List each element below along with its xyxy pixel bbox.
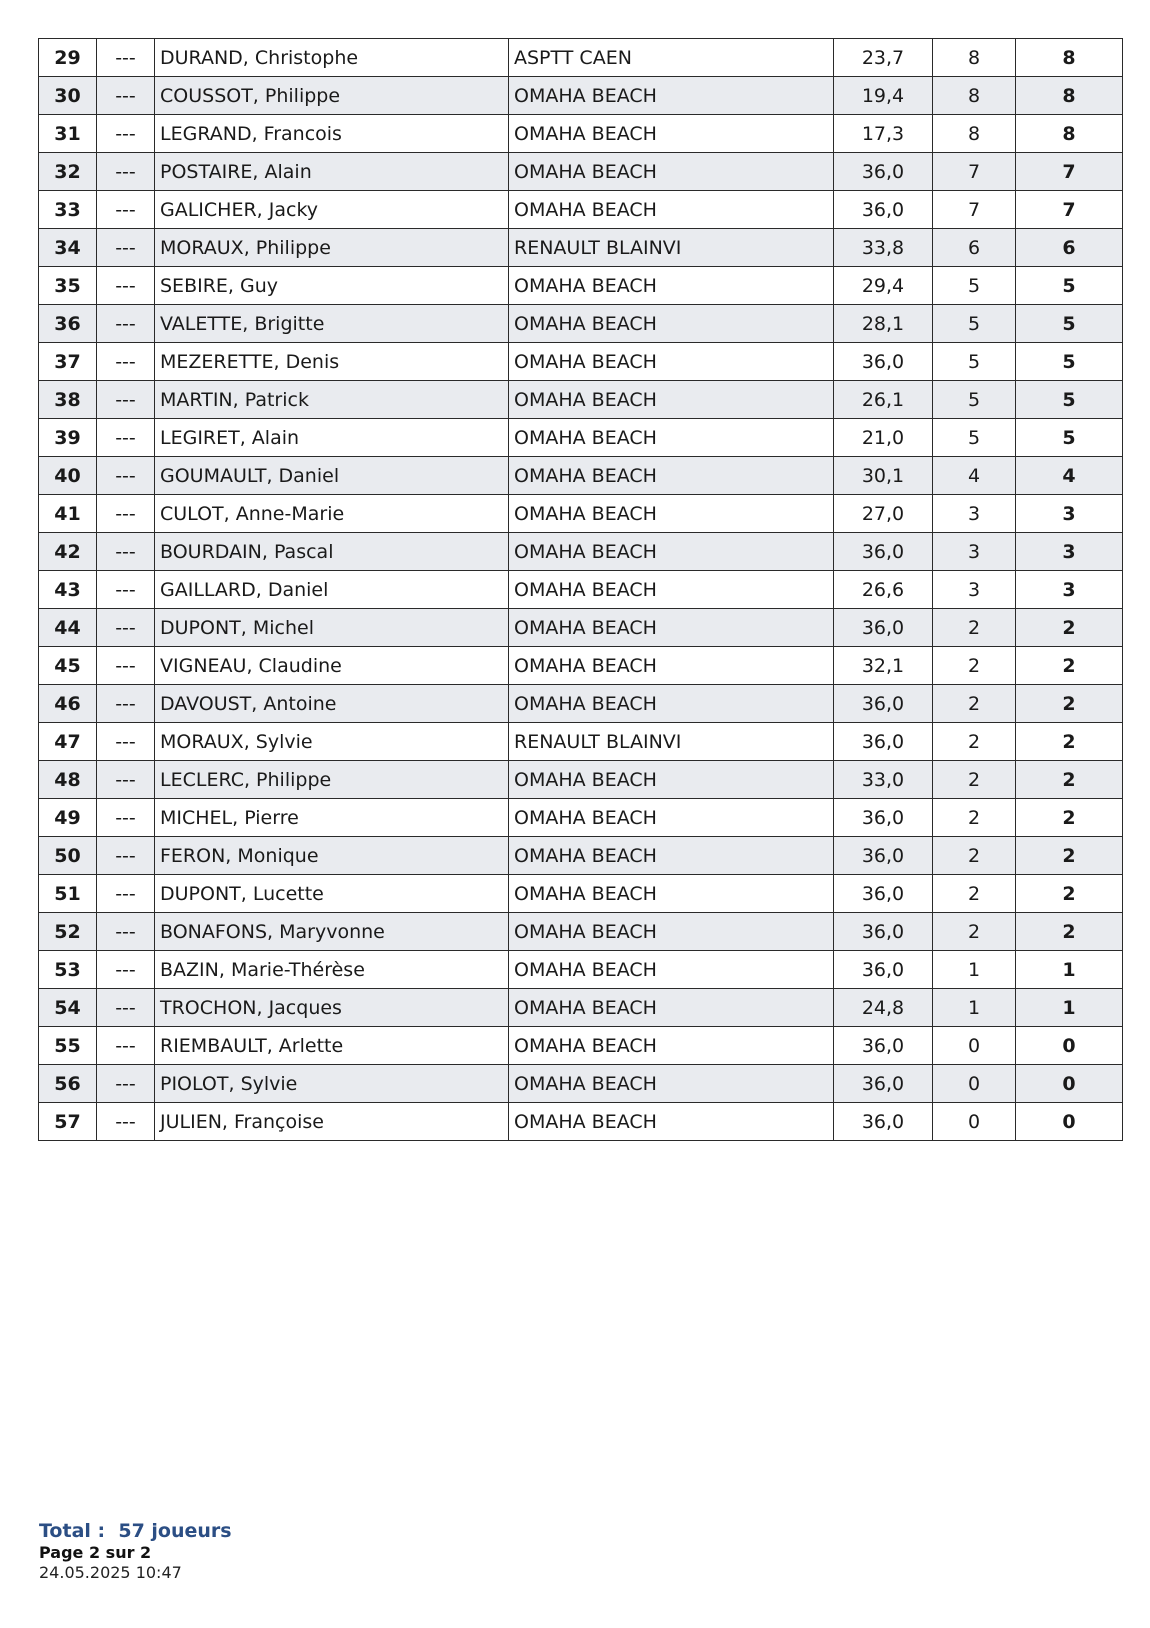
total-cell: 5 xyxy=(1016,267,1123,305)
points-cell: 5 xyxy=(933,381,1016,419)
player-name-cell: LECLERC, Philippe xyxy=(155,761,509,799)
index-cell: 33,0 xyxy=(834,761,933,799)
table-row xyxy=(39,495,1123,533)
player-name-cell: TROCHON, Jacques xyxy=(155,989,509,1027)
table-row xyxy=(39,761,1123,799)
player-name-cell: MORAUX, Philippe xyxy=(155,229,509,267)
index-cell: 24,8 xyxy=(834,989,933,1027)
club-cell: RENAULT BLAINVI xyxy=(509,723,834,761)
rank-cell: 56 xyxy=(39,1065,97,1103)
index-cell: 36,0 xyxy=(834,609,933,647)
rank-cell: 48 xyxy=(39,761,97,799)
club-cell: OMAHA BEACH xyxy=(509,989,834,1027)
total-cell: 3 xyxy=(1016,571,1123,609)
rank-cell: 45 xyxy=(39,647,97,685)
club-cell: OMAHA BEACH xyxy=(509,609,834,647)
points-cell: 0 xyxy=(933,1027,1016,1065)
total-cell: 3 xyxy=(1016,533,1123,571)
points-cell: 5 xyxy=(933,305,1016,343)
player-name-cell: COUSSOT, Philippe xyxy=(155,77,509,115)
mark-cell: --- xyxy=(97,115,155,153)
rank-cell: 55 xyxy=(39,1027,97,1065)
index-cell: 36,0 xyxy=(834,951,933,989)
club-cell: OMAHA BEACH xyxy=(509,305,834,343)
player-name-cell: SEBIRE, Guy xyxy=(155,267,509,305)
rank-cell: 47 xyxy=(39,723,97,761)
index-cell: 36,0 xyxy=(834,723,933,761)
mark-cell: --- xyxy=(97,913,155,951)
table-row xyxy=(39,1027,1123,1065)
index-cell: 33,8 xyxy=(834,229,933,267)
table-row xyxy=(39,381,1123,419)
player-name-cell: BONAFONS, Maryvonne xyxy=(155,913,509,951)
points-cell: 2 xyxy=(933,609,1016,647)
player-name-cell: DUPONT, Lucette xyxy=(155,875,509,913)
total-cell: 2 xyxy=(1016,685,1123,723)
table-row xyxy=(39,837,1123,875)
points-cell: 2 xyxy=(933,685,1016,723)
total-players xyxy=(39,1520,232,1543)
mark-cell: --- xyxy=(97,951,155,989)
total-cell: 2 xyxy=(1016,837,1123,875)
mark-cell: --- xyxy=(97,229,155,267)
rank-cell: 38 xyxy=(39,381,97,419)
mark-cell: --- xyxy=(97,267,155,305)
index-cell: 32,1 xyxy=(834,647,933,685)
player-name-cell: VALETTE, Brigitte xyxy=(155,305,509,343)
table-row xyxy=(39,229,1123,267)
index-cell: 27,0 xyxy=(834,495,933,533)
table-row xyxy=(39,115,1123,153)
index-cell: 36,0 xyxy=(834,1103,933,1141)
club-cell: OMAHA BEACH xyxy=(509,115,834,153)
player-name-cell: MICHEL, Pierre xyxy=(155,799,509,837)
rank-cell: 57 xyxy=(39,1103,97,1141)
mark-cell: --- xyxy=(97,191,155,229)
table-row xyxy=(39,913,1123,951)
rank-cell: 36 xyxy=(39,305,97,343)
club-cell: OMAHA BEACH xyxy=(509,799,834,837)
table-row xyxy=(39,799,1123,837)
table-row xyxy=(39,571,1123,609)
index-cell: 36,0 xyxy=(834,153,933,191)
points-cell: 0 xyxy=(933,1065,1016,1103)
total-cell: 4 xyxy=(1016,457,1123,495)
points-cell: 2 xyxy=(933,913,1016,951)
total-cell: 5 xyxy=(1016,343,1123,381)
table-row xyxy=(39,343,1123,381)
table-row xyxy=(39,533,1123,571)
player-name-cell: BOURDAIN, Pascal xyxy=(155,533,509,571)
index-cell: 36,0 xyxy=(834,837,933,875)
table-row xyxy=(39,457,1123,495)
player-name-cell: GOUMAULT, Daniel xyxy=(155,457,509,495)
mark-cell: --- xyxy=(97,989,155,1027)
total-cell: 2 xyxy=(1016,609,1123,647)
rank-cell: 29 xyxy=(39,39,97,77)
mark-cell: --- xyxy=(97,1103,155,1141)
index-cell: 36,0 xyxy=(834,1027,933,1065)
index-cell: 29,4 xyxy=(834,267,933,305)
index-cell: 36,0 xyxy=(834,799,933,837)
total-cell: 8 xyxy=(1016,77,1123,115)
index-cell: 30,1 xyxy=(834,457,933,495)
points-cell: 2 xyxy=(933,647,1016,685)
total-cell: 1 xyxy=(1016,989,1123,1027)
player-name-cell: BAZIN, Marie-Thérèse xyxy=(155,951,509,989)
mark-cell: --- xyxy=(97,875,155,913)
total-label: Total : xyxy=(39,1520,106,1542)
points-cell: 1 xyxy=(933,989,1016,1027)
player-name-cell: RIEMBAULT, Arlette xyxy=(155,1027,509,1065)
rank-cell: 35 xyxy=(39,267,97,305)
points-cell: 1 xyxy=(933,951,1016,989)
table-row xyxy=(39,609,1123,647)
club-cell: OMAHA BEACH xyxy=(509,1027,834,1065)
club-cell: OMAHA BEACH xyxy=(509,685,834,723)
club-cell: OMAHA BEACH xyxy=(509,1065,834,1103)
club-cell: OMAHA BEACH xyxy=(509,495,834,533)
mark-cell: --- xyxy=(97,381,155,419)
club-cell: OMAHA BEACH xyxy=(509,343,834,381)
total-cell: 2 xyxy=(1016,913,1123,951)
index-cell: 26,6 xyxy=(834,571,933,609)
club-cell: OMAHA BEACH xyxy=(509,1103,834,1141)
mark-cell: --- xyxy=(97,419,155,457)
club-cell: OMAHA BEACH xyxy=(509,191,834,229)
total-cell: 5 xyxy=(1016,419,1123,457)
total-cell: 7 xyxy=(1016,191,1123,229)
total-cell: 2 xyxy=(1016,799,1123,837)
player-name-cell: LEGIRET, Alain xyxy=(155,419,509,457)
rank-cell: 49 xyxy=(39,799,97,837)
mark-cell: --- xyxy=(97,837,155,875)
player-name-cell: DUPONT, Michel xyxy=(155,609,509,647)
table-row xyxy=(39,39,1123,77)
club-cell: OMAHA BEACH xyxy=(509,571,834,609)
club-cell: OMAHA BEACH xyxy=(509,761,834,799)
rank-cell: 46 xyxy=(39,685,97,723)
table-row xyxy=(39,153,1123,191)
rank-cell: 31 xyxy=(39,115,97,153)
club-cell: OMAHA BEACH xyxy=(509,875,834,913)
rank-cell: 37 xyxy=(39,343,97,381)
mark-cell: --- xyxy=(97,495,155,533)
points-cell: 2 xyxy=(933,799,1016,837)
table-row xyxy=(39,875,1123,913)
mark-cell: --- xyxy=(97,1065,155,1103)
club-cell: OMAHA BEACH xyxy=(509,533,834,571)
player-name-cell: GALICHER, Jacky xyxy=(155,191,509,229)
index-cell: 19,4 xyxy=(834,77,933,115)
rank-cell: 53 xyxy=(39,951,97,989)
total-cell: 0 xyxy=(1016,1103,1123,1141)
mark-cell: --- xyxy=(97,77,155,115)
points-cell: 2 xyxy=(933,761,1016,799)
total-cell: 5 xyxy=(1016,305,1123,343)
points-cell: 7 xyxy=(933,191,1016,229)
rank-cell: 41 xyxy=(39,495,97,533)
total-cell: 0 xyxy=(1016,1065,1123,1103)
rank-cell: 50 xyxy=(39,837,97,875)
points-cell: 8 xyxy=(933,39,1016,77)
mark-cell: --- xyxy=(97,457,155,495)
rank-cell: 43 xyxy=(39,571,97,609)
points-cell: 5 xyxy=(933,419,1016,457)
club-cell: OMAHA BEACH xyxy=(509,153,834,191)
table-row xyxy=(39,1065,1123,1103)
club-cell: OMAHA BEACH xyxy=(509,647,834,685)
mark-cell: --- xyxy=(97,647,155,685)
rank-cell: 30 xyxy=(39,77,97,115)
mark-cell: --- xyxy=(97,685,155,723)
club-cell: OMAHA BEACH xyxy=(509,381,834,419)
points-cell: 2 xyxy=(933,837,1016,875)
index-cell: 36,0 xyxy=(834,875,933,913)
club-cell: OMAHA BEACH xyxy=(509,837,834,875)
mark-cell: --- xyxy=(97,761,155,799)
player-name-cell: DURAND, Christophe xyxy=(155,39,509,77)
mark-cell: --- xyxy=(97,571,155,609)
table-row xyxy=(39,267,1123,305)
table-row xyxy=(39,723,1123,761)
player-name-cell: FERON, Monique xyxy=(155,837,509,875)
player-name-cell: JULIEN, Françoise xyxy=(155,1103,509,1141)
points-cell: 2 xyxy=(933,723,1016,761)
mark-cell: --- xyxy=(97,39,155,77)
mark-cell: --- xyxy=(97,343,155,381)
index-cell: 36,0 xyxy=(834,1065,933,1103)
rank-cell: 40 xyxy=(39,457,97,495)
results-table xyxy=(38,38,1123,1141)
total-cell: 0 xyxy=(1016,1027,1123,1065)
club-cell: ASPTT CAEN xyxy=(509,39,834,77)
total-cell: 1 xyxy=(1016,951,1123,989)
table-row xyxy=(39,419,1123,457)
mark-cell: --- xyxy=(97,153,155,191)
player-name-cell: GAILLARD, Daniel xyxy=(155,571,509,609)
mark-cell: --- xyxy=(97,533,155,571)
mark-cell: --- xyxy=(97,723,155,761)
rank-cell: 42 xyxy=(39,533,97,571)
table-row xyxy=(39,1103,1123,1141)
index-cell: 36,0 xyxy=(834,533,933,571)
club-cell: OMAHA BEACH xyxy=(509,913,834,951)
rank-cell: 32 xyxy=(39,153,97,191)
index-cell: 36,0 xyxy=(834,913,933,951)
player-name-cell: MEZERETTE, Denis xyxy=(155,343,509,381)
points-cell: 8 xyxy=(933,77,1016,115)
footer xyxy=(39,1520,232,1583)
player-name-cell: PIOLOT, Sylvie xyxy=(155,1065,509,1103)
player-name-cell: MORAUX, Sylvie xyxy=(155,723,509,761)
index-cell: 36,0 xyxy=(834,191,933,229)
table-row xyxy=(39,191,1123,229)
total-cell: 6 xyxy=(1016,229,1123,267)
table-row xyxy=(39,685,1123,723)
results-body xyxy=(39,39,1123,1141)
index-cell: 17,3 xyxy=(834,115,933,153)
total-cell: 2 xyxy=(1016,723,1123,761)
table-row xyxy=(39,647,1123,685)
index-cell: 26,1 xyxy=(834,381,933,419)
club-cell: OMAHA BEACH xyxy=(509,951,834,989)
total-cell: 8 xyxy=(1016,39,1123,77)
points-cell: 3 xyxy=(933,571,1016,609)
rank-cell: 44 xyxy=(39,609,97,647)
index-cell: 36,0 xyxy=(834,343,933,381)
mark-cell: --- xyxy=(97,799,155,837)
points-cell: 3 xyxy=(933,533,1016,571)
player-name-cell: POSTAIRE, Alain xyxy=(155,153,509,191)
index-cell: 21,0 xyxy=(834,419,933,457)
points-cell: 3 xyxy=(933,495,1016,533)
club-cell: RENAULT BLAINVI xyxy=(509,229,834,267)
page-number: Page 2 sur 2 xyxy=(39,1543,152,1562)
total-cell: 5 xyxy=(1016,381,1123,419)
rank-cell: 33 xyxy=(39,191,97,229)
index-cell: 36,0 xyxy=(834,685,933,723)
points-cell: 4 xyxy=(933,457,1016,495)
points-cell: 2 xyxy=(933,875,1016,913)
print-datetime: 24.05.2025 10:47 xyxy=(39,1563,182,1582)
rank-cell: 52 xyxy=(39,913,97,951)
club-cell: OMAHA BEACH xyxy=(509,267,834,305)
points-cell: 5 xyxy=(933,343,1016,381)
table-row xyxy=(39,305,1123,343)
total-cell: 7 xyxy=(1016,153,1123,191)
index-cell: 23,7 xyxy=(834,39,933,77)
points-cell: 0 xyxy=(933,1103,1016,1141)
player-name-cell: DAVOUST, Antoine xyxy=(155,685,509,723)
club-cell: OMAHA BEACH xyxy=(509,77,834,115)
rank-cell: 39 xyxy=(39,419,97,457)
rank-cell: 51 xyxy=(39,875,97,913)
total-value: 57 joueurs xyxy=(118,1520,232,1542)
player-name-cell: CULOT, Anne-Marie xyxy=(155,495,509,533)
points-cell: 8 xyxy=(933,115,1016,153)
club-cell: OMAHA BEACH xyxy=(509,457,834,495)
mark-cell: --- xyxy=(97,305,155,343)
mark-cell: --- xyxy=(97,1027,155,1065)
player-name-cell: VIGNEAU, Claudine xyxy=(155,647,509,685)
rank-cell: 54 xyxy=(39,989,97,1027)
points-cell: 6 xyxy=(933,229,1016,267)
total-cell: 2 xyxy=(1016,761,1123,799)
points-cell: 5 xyxy=(933,267,1016,305)
table-row xyxy=(39,989,1123,1027)
table-row xyxy=(39,77,1123,115)
total-cell: 3 xyxy=(1016,495,1123,533)
total-cell: 2 xyxy=(1016,647,1123,685)
player-name-cell: MARTIN, Patrick xyxy=(155,381,509,419)
points-cell: 7 xyxy=(933,153,1016,191)
club-cell: OMAHA BEACH xyxy=(509,419,834,457)
rank-cell: 34 xyxy=(39,229,97,267)
mark-cell: --- xyxy=(97,609,155,647)
total-cell: 8 xyxy=(1016,115,1123,153)
index-cell: 28,1 xyxy=(834,305,933,343)
player-name-cell: LEGRAND, Francois xyxy=(155,115,509,153)
table-row xyxy=(39,951,1123,989)
total-cell: 2 xyxy=(1016,875,1123,913)
